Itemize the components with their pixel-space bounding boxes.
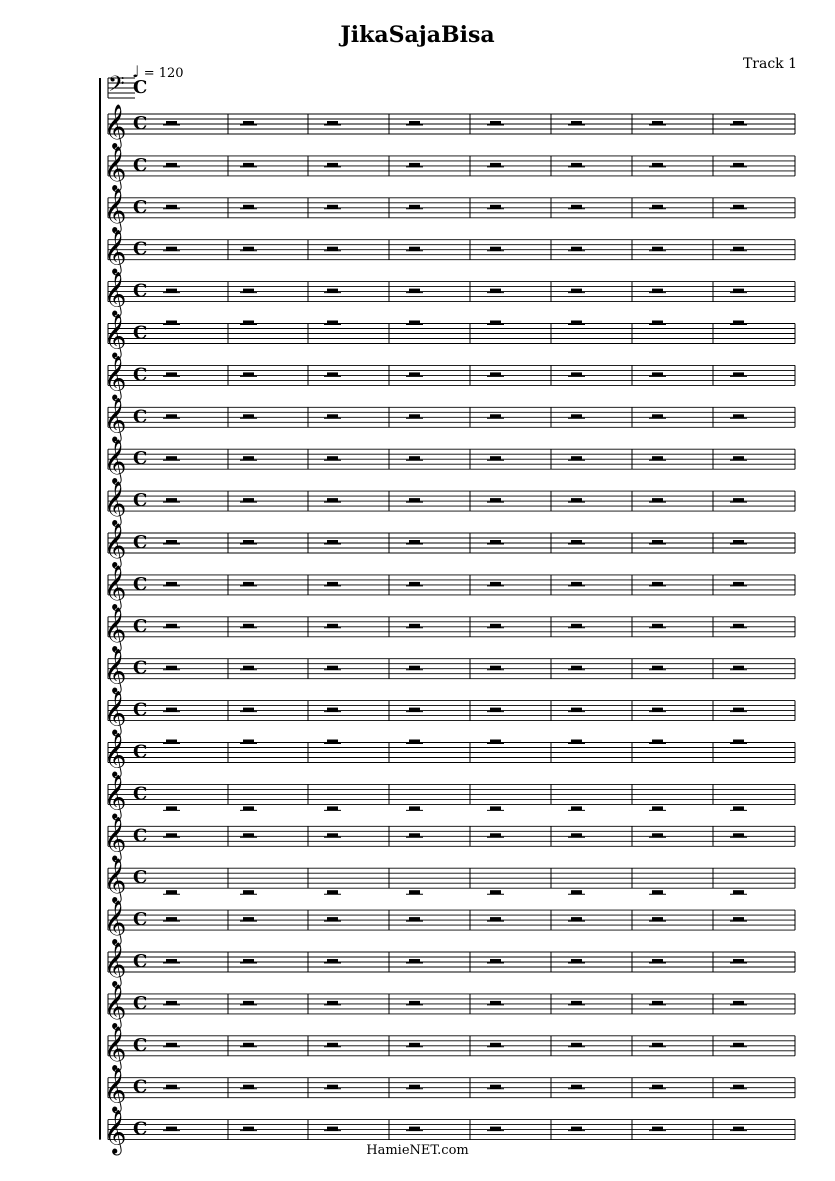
half-rest [733, 289, 744, 293]
half-rest [733, 1127, 744, 1131]
half-rest [166, 121, 177, 125]
half-rest [243, 666, 254, 670]
half-rest [243, 321, 254, 325]
time-signature: C [133, 77, 148, 98]
treble-clef-icon: 𝄞 [104, 187, 127, 232]
half-rest [490, 624, 501, 628]
time-signature: C [133, 825, 148, 847]
half-rest [243, 289, 254, 293]
half-rest [166, 163, 177, 167]
half-rest [490, 959, 501, 963]
half-rest [166, 1127, 177, 1131]
time-signature: C [133, 1034, 148, 1056]
half-rest [571, 205, 582, 209]
treble-clef-icon: 𝄞 [104, 397, 127, 442]
time-signature: C [133, 490, 148, 512]
half-rest [652, 917, 663, 921]
half-rest [490, 1043, 501, 1047]
half-rest [733, 833, 744, 837]
half-rest [733, 624, 744, 628]
treble-clef-icon: 𝄞 [104, 355, 127, 400]
half-rest [243, 1043, 254, 1047]
half-rest [571, 806, 582, 810]
treble-clef-icon: 𝄞 [104, 145, 127, 190]
half-rest [409, 540, 420, 544]
half-rest [327, 540, 338, 544]
treble-clef-icon: 𝄞 [104, 523, 127, 567]
half-rest [166, 833, 177, 837]
half-rest [243, 372, 254, 376]
half-rest [652, 540, 663, 544]
half-rest [490, 498, 501, 502]
half-rest [327, 372, 338, 376]
half-rest [166, 890, 177, 894]
half-rest [243, 540, 254, 544]
half-rest [652, 498, 663, 502]
half-rest [571, 289, 582, 293]
half-rest [571, 917, 582, 921]
half-rest [166, 740, 177, 744]
half-rest [652, 806, 663, 810]
half-rest [327, 833, 338, 837]
half-rest [571, 321, 582, 325]
half-rest [327, 890, 338, 894]
half-rest [571, 1127, 582, 1131]
half-rest [733, 247, 744, 251]
half-rest [733, 959, 744, 963]
half-rest [243, 414, 254, 418]
time-signature: C [133, 657, 148, 679]
time-signature: C [133, 951, 148, 972]
half-rest [409, 582, 420, 586]
treble-clef-icon: 𝄞 [104, 816, 127, 861]
treble-clef-icon: 𝄞 [104, 1025, 127, 1070]
time-signature: C [133, 909, 148, 931]
half-rest [327, 414, 338, 418]
half-rest [652, 833, 663, 837]
track-label: Track 1 [742, 56, 797, 72]
half-rest [327, 498, 338, 502]
half-rest [409, 890, 420, 894]
half-rest [571, 121, 582, 125]
tempo-value: = 120 [143, 66, 184, 81]
half-rest [166, 540, 177, 544]
half-rest [166, 1085, 177, 1089]
half-rest [243, 205, 254, 209]
half-rest [327, 1043, 338, 1047]
half-rest [409, 740, 420, 744]
half-rest [409, 806, 420, 810]
time-signature: C [133, 615, 148, 637]
quarter-note-icon: ♩ [132, 62, 140, 81]
half-rest [652, 205, 663, 209]
treble-clef-icon: 𝄞 [104, 229, 127, 274]
half-rest [166, 372, 177, 376]
half-rest [327, 806, 338, 810]
half-rest [327, 205, 338, 209]
half-rest [243, 121, 254, 125]
treble-clef-icon: 𝄞 [104, 481, 127, 526]
treble-clef-icon: 𝄞 [104, 606, 127, 651]
half-rest [327, 1085, 338, 1089]
half-rest [409, 289, 420, 293]
half-rest [652, 624, 663, 628]
half-rest [490, 163, 501, 167]
time-signature: C [133, 364, 148, 386]
half-rest [571, 498, 582, 502]
half-rest [652, 456, 663, 460]
half-rest [409, 917, 420, 921]
half-rest [327, 1001, 338, 1005]
time-signature: C [133, 699, 148, 721]
time-signature: C [133, 448, 148, 470]
half-rest [243, 890, 254, 894]
half-rest [327, 163, 338, 167]
half-rest [652, 247, 663, 251]
half-rest [243, 1127, 254, 1131]
half-rest [571, 959, 582, 963]
half-rest [490, 1001, 501, 1005]
half-rest [243, 959, 254, 963]
half-rest [166, 321, 177, 325]
treble-clef-icon: 𝄞 [104, 1109, 127, 1154]
half-rest [652, 1043, 663, 1047]
half-rest [490, 456, 501, 460]
half-rest [571, 414, 582, 418]
half-rest [490, 806, 501, 810]
half-rest [733, 666, 744, 670]
half-rest [243, 917, 254, 921]
half-rest [571, 740, 582, 744]
half-rest [490, 833, 501, 837]
half-rest [409, 372, 420, 376]
half-rest [733, 163, 744, 167]
half-rest [733, 121, 744, 125]
half-rest [571, 247, 582, 251]
time-signature: C [133, 867, 148, 889]
time-signature: C [133, 154, 148, 176]
half-rest [652, 959, 663, 963]
half-rest [733, 540, 744, 544]
half-rest [490, 247, 501, 251]
half-rest [327, 917, 338, 921]
treble-clef-icon: 𝄞 [104, 104, 127, 148]
bass-clef-icon: 𝄢 [108, 72, 125, 102]
treble-clef-icon: 𝄞 [104, 648, 127, 693]
half-rest [243, 498, 254, 502]
half-rest [409, 666, 420, 670]
half-rest [166, 806, 177, 810]
half-rest [327, 708, 338, 712]
half-rest [409, 414, 420, 418]
half-rest [409, 498, 420, 502]
half-rest [733, 1043, 744, 1047]
half-rest [409, 1043, 420, 1047]
treble-clef-icon: 𝄞 [104, 858, 127, 903]
half-rest [733, 1085, 744, 1089]
half-rest [571, 540, 582, 544]
half-rest [733, 806, 744, 810]
half-rest [733, 917, 744, 921]
half-rest [652, 163, 663, 167]
treble-clef-icon: 𝄞 [104, 732, 127, 777]
half-rest [409, 456, 420, 460]
half-rest [166, 289, 177, 293]
time-signature: C [133, 322, 148, 344]
half-rest [652, 1001, 663, 1005]
half-rest [490, 121, 501, 125]
half-rest [327, 247, 338, 251]
half-rest [166, 1001, 177, 1005]
half-rest [409, 624, 420, 628]
time-signature: C [133, 992, 148, 1014]
half-rest [327, 456, 338, 460]
half-rest [166, 1043, 177, 1047]
half-rest [409, 321, 420, 325]
half-rest [490, 582, 501, 586]
time-signature: C [133, 783, 148, 805]
half-rest [490, 740, 501, 744]
half-rest [243, 163, 254, 167]
half-rest [733, 708, 744, 712]
half-rest [327, 321, 338, 325]
half-rest [652, 414, 663, 418]
half-rest [652, 582, 663, 586]
treble-clef-icon: 𝄞 [104, 942, 127, 986]
half-rest [733, 498, 744, 502]
treble-clef-icon: 𝄞 [104, 900, 127, 945]
time-signature: C [133, 406, 148, 428]
half-rest [327, 740, 338, 744]
half-rest [733, 740, 744, 744]
half-rest [166, 708, 177, 712]
half-rest [733, 890, 744, 894]
half-rest [490, 890, 501, 894]
treble-clef-icon: 𝄞 [104, 774, 127, 819]
half-rest [409, 959, 420, 963]
half-rest [327, 1127, 338, 1131]
treble-clef-icon: 𝄞 [104, 439, 127, 484]
half-rest [409, 1085, 420, 1089]
treble-clef-icon: 𝄞 [104, 564, 127, 609]
half-rest [327, 582, 338, 586]
half-rest [490, 540, 501, 544]
half-rest [652, 1127, 663, 1131]
half-rest [652, 708, 663, 712]
half-rest [327, 289, 338, 293]
half-rest [652, 890, 663, 894]
time-signature: C [133, 238, 148, 260]
half-rest [243, 740, 254, 744]
half-rest [652, 372, 663, 376]
time-signature: C [133, 196, 148, 218]
time-signature: C [133, 741, 148, 763]
half-rest [571, 1043, 582, 1047]
score-system [100, 72, 795, 1156]
half-rest [243, 456, 254, 460]
half-rest [409, 1001, 420, 1005]
half-rest [571, 890, 582, 894]
half-rest [571, 666, 582, 670]
half-rest [571, 1001, 582, 1005]
half-rest [243, 247, 254, 251]
half-rest [327, 666, 338, 670]
half-rest [409, 121, 420, 125]
half-rest [243, 708, 254, 712]
half-rest [490, 1127, 501, 1131]
half-rest [490, 321, 501, 325]
half-rest [652, 666, 663, 670]
half-rest [243, 1085, 254, 1089]
half-rest [166, 624, 177, 628]
half-rest [166, 414, 177, 418]
half-rest [409, 247, 420, 251]
half-rest [166, 582, 177, 586]
half-rest [652, 289, 663, 293]
half-rest [571, 833, 582, 837]
half-rest [409, 708, 420, 712]
time-signature: C [133, 532, 148, 553]
treble-clef-icon: 𝄞 [104, 690, 127, 735]
half-rest [571, 708, 582, 712]
treble-clef-icon: 𝄞 [104, 983, 127, 1028]
time-signature: C [133, 573, 148, 595]
treble-clef-icon: 𝄞 [104, 313, 127, 358]
half-rest [490, 205, 501, 209]
half-rest [166, 666, 177, 670]
half-rest [243, 806, 254, 810]
half-rest [166, 959, 177, 963]
half-rest [490, 917, 501, 921]
half-rest [733, 205, 744, 209]
half-rest [243, 582, 254, 586]
half-rest [652, 121, 663, 125]
half-rest [166, 917, 177, 921]
half-rest [652, 740, 663, 744]
half-rest [166, 205, 177, 209]
half-rest [571, 1085, 582, 1089]
half-rest [571, 624, 582, 628]
half-rest [166, 456, 177, 460]
half-rest [571, 456, 582, 460]
half-rest [243, 624, 254, 628]
treble-clef-icon: 𝄞 [104, 1067, 127, 1112]
half-rest [490, 708, 501, 712]
time-signature: C [133, 113, 148, 134]
half-rest [490, 372, 501, 376]
half-rest [733, 372, 744, 376]
tempo-mark [132, 62, 184, 81]
half-rest [733, 414, 744, 418]
footer-credit: HamieNET.com [366, 1143, 469, 1158]
half-rest [409, 833, 420, 837]
treble-clef-icon: 𝄞 [104, 271, 127, 316]
half-rest [652, 321, 663, 325]
half-rest [571, 372, 582, 376]
time-signature: C [133, 1076, 148, 1098]
half-rest [571, 163, 582, 167]
half-rest [243, 833, 254, 837]
half-rest [733, 582, 744, 586]
half-rest [733, 1001, 744, 1005]
half-rest [490, 1085, 501, 1089]
half-rest [490, 666, 501, 670]
time-signature: C [133, 280, 148, 302]
half-rest [733, 456, 744, 460]
half-rest [733, 321, 744, 325]
half-rest [409, 1127, 420, 1131]
half-rest [327, 121, 338, 125]
half-rest [166, 498, 177, 502]
half-rest [243, 1001, 254, 1005]
half-rest [490, 414, 501, 418]
half-rest [409, 205, 420, 209]
half-rest [327, 959, 338, 963]
half-rest [652, 1085, 663, 1089]
score-title: JikaSajaBisa [340, 22, 495, 48]
half-rest [490, 289, 501, 293]
half-rest [166, 247, 177, 251]
time-signature: C [133, 1118, 148, 1140]
half-rest [327, 624, 338, 628]
half-rest [571, 582, 582, 586]
half-rest [409, 163, 420, 167]
